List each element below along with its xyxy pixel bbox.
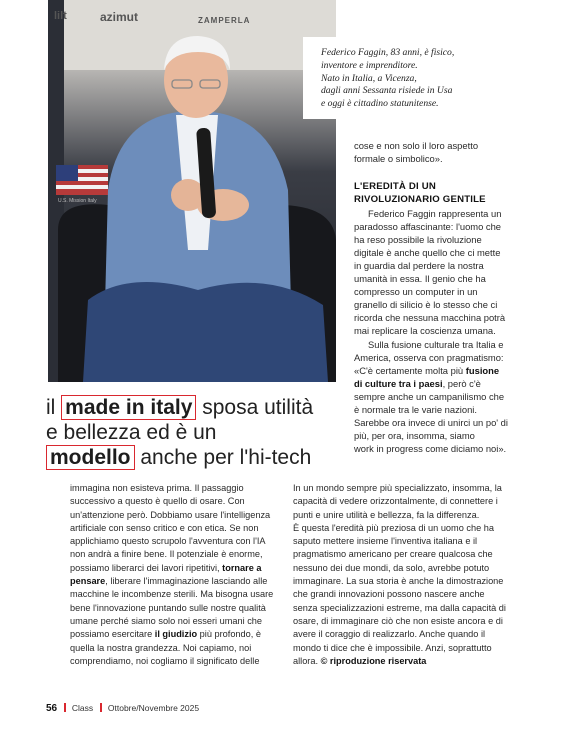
text-line: allora. © riproduzione riservata — [293, 655, 427, 666]
pull-quote-line: modello anche per l'hi-tech — [46, 445, 316, 470]
sponsor-logo: azimut — [100, 10, 139, 24]
text-line: successivo a questo è quello di osare. Con — [70, 496, 245, 507]
text-line: che grandi innovazioni possono nascere anche — [293, 589, 485, 600]
photo-caption — [303, 37, 573, 119]
pull-quote — [46, 395, 316, 470]
text-line: di culture tra i paesi, però c'è — [354, 377, 481, 389]
text-line: sempre anche un campanilismo che — [354, 390, 505, 402]
text-line: compresso un computer in un — [354, 286, 478, 298]
text-line: work in progress come diciamo noi». — [354, 443, 507, 455]
text-line: mondo ti dice che è impossibile. Anzi, soprattutto — [293, 642, 492, 653]
text-line: non andrà a finire bene. Il potenziale è enorme, — [70, 549, 263, 560]
text-line: immagina non esisteva prima. Il passaggio — [70, 483, 244, 493]
text-line: punti e unire utilità e bellezza, fa la differenza. — [293, 509, 480, 520]
highlight-box: made in italy — [61, 395, 196, 420]
text-line: pragmatismo americano per creare qualcosa che — [293, 549, 493, 560]
text-line: quella la nostra grandezza. Noi capiamo, noi — [70, 642, 252, 653]
text-line: umane perché siamo solo noi esseri umani che — [70, 615, 263, 626]
bold-phrase: pensare — [70, 576, 106, 587]
podium-sign: U.S. Mission Italy — [58, 198, 97, 204]
text-line: umanità in essa. Il genio che ha — [354, 273, 486, 285]
text-line: pensare, liberare l'immaginazione lasciando alle — [70, 576, 268, 587]
text-line: in guardia dal perdere la nostra — [354, 259, 484, 271]
section-heading: L'EREDITÀ DI UN — [354, 181, 437, 193]
bold-phrase: il giudizio — [154, 629, 198, 640]
caption-line: Federico Faggin, 83 anni, è fisico, — [321, 47, 455, 58]
photo-illustration — [48, 0, 336, 382]
text-line: formale o simbolico». — [354, 153, 443, 165]
text-line: possiamo esercitare il giudizio più profondo, è — [70, 629, 261, 640]
portrait-photo — [48, 0, 336, 382]
text-line: granello di silicio è lo stesso che ci — [354, 299, 498, 311]
flag-graphic — [56, 165, 108, 195]
text-line: applichiamo questo scrupolo l'avventura con l'IA — [70, 536, 266, 547]
text-line: avere il coraggio di realizzarlo. Anche quando il — [293, 629, 486, 640]
magazine-name: Class — [71, 703, 94, 713]
page-footer — [46, 703, 199, 714]
page-number: 56 — [46, 703, 58, 714]
section-heading: RIVOLUZIONARIO GENTILE — [354, 194, 486, 206]
text-line: Sulla fusione culturale tra Italia e — [368, 338, 504, 350]
text-line: capacità di vedere orizzontalmente, di connettere i — [293, 496, 498, 507]
caption-line: inventore e imprenditore. — [321, 59, 418, 71]
text-line: digitale è anche quello che ci mette — [354, 246, 501, 258]
text-line: osare, di immaginare ciò che non esiste ancora e di — [293, 615, 503, 626]
text-line: ha reso possibile la rivoluzione — [354, 233, 482, 245]
text-line: possiamo liberarci dei lavori ripetitivi, tornare a — [70, 562, 262, 573]
bold-phrase: tornare a — [222, 562, 262, 573]
footer-divider — [100, 703, 102, 712]
text-line: immaginare. La sua storia è anche la dimostrazione — [293, 576, 504, 587]
issue-date: Ottobre/Novembre 2025 — [107, 703, 200, 713]
pull-quote-line: il made in italy sposa utilità — [46, 396, 314, 419]
bold-phrase: fusione — [465, 364, 500, 376]
text-line: comprendiamo, noi cogliamo il significato delle — [70, 655, 260, 666]
text-line: America, osserva con pragmatismo: — [354, 351, 504, 363]
text-line: senza specializzazioni estreme, ma dalla capacità di — [293, 602, 506, 613]
text-line: Federico Faggin rappresenta un — [368, 207, 502, 219]
text-line: nessuno dei due mondi, da solo, avrebbe potuto — [293, 562, 490, 573]
text-line: artificiale con senso critico e con etica. Se non — [70, 522, 259, 533]
text-line: macchine le incombenze sterili. Ma bisogna usare — [70, 589, 274, 600]
text-line: è normale tra le varie nazioni. — [354, 404, 477, 415]
sponsor-logo: ZAMPERLA — [198, 16, 251, 25]
right-column — [354, 139, 564, 455]
text-line: In un mondo sempre più specializzato, insomma, la — [293, 483, 502, 493]
text-line: più, per ora, insomma, siamo — [354, 430, 475, 442]
text-line: Sarebbe ora invece di unirci un po' di — [354, 417, 508, 429]
sponsor-logo: lilt — [54, 10, 67, 22]
text-line: bene l'innovazione puntando sulle nostre qualità — [70, 602, 266, 613]
pull-quote-line: e bellezza ed è un — [46, 421, 217, 444]
caption-line: dagli anni Sessanta risiede in Usa — [321, 85, 453, 97]
text-line: paradosso affascinante: l'uomo che — [354, 220, 502, 232]
footer-divider — [64, 703, 66, 712]
text-line: mai replicare la coscienza umana. — [354, 325, 496, 337]
highlight-box: modello — [46, 445, 135, 470]
text-line: ricorda che nessuna macchina potrà — [354, 312, 506, 324]
text-line: «C'è certamente molta più fusione — [354, 364, 500, 376]
middle-column — [293, 482, 533, 668]
copyright-notice: © riproduzione riservata — [320, 655, 427, 666]
text-line: cose e non solo il loro aspetto — [354, 140, 479, 151]
bold-phrase: di culture tra i paesi — [354, 377, 443, 389]
text-line: un'attenzione però. Dobbiamo usare l'intelligenza — [70, 509, 271, 520]
caption-line: Nato in Italia, a Vicenza, — [321, 72, 417, 84]
caption-line: e oggi è cittadino statunitense. — [321, 98, 439, 110]
text-line: saputo mettere insieme l'inventiva italiana e il — [293, 536, 478, 547]
left-column — [70, 482, 288, 668]
text-line: È questa l'eredità più preziosa di un uomo che ha — [293, 522, 494, 533]
